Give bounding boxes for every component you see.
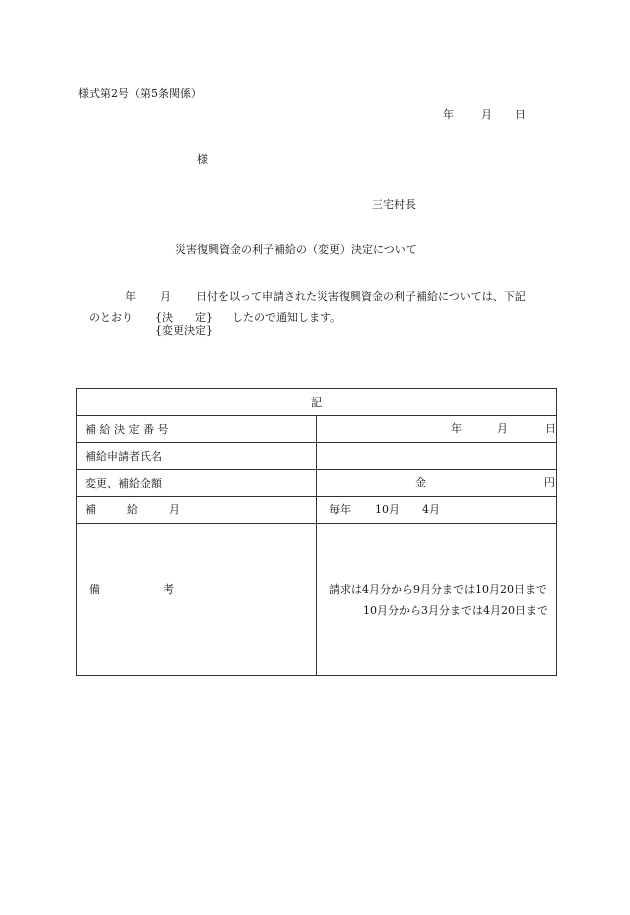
record-table bbox=[76, 388, 557, 676]
applicant-name-label bbox=[77, 443, 317, 470]
table-row-remarks bbox=[77, 524, 557, 676]
grant-number-value bbox=[317, 416, 557, 443]
header-year-label: 年 bbox=[443, 108, 454, 121]
grant-day-label: 日 bbox=[545, 422, 556, 435]
header-month-label: 月 bbox=[481, 108, 492, 121]
amount-label bbox=[77, 470, 317, 497]
remarks-line1: 請求は4月分から9月分までは10月20日まで bbox=[329, 583, 547, 596]
every-year-text: 毎年 bbox=[329, 503, 351, 516]
body-text-line1: 日付を以って申請された災害復興資金の利子補給については、下記 bbox=[196, 290, 526, 303]
grant-month-label: 月 bbox=[497, 422, 508, 435]
record-heading bbox=[77, 389, 557, 416]
remarks-line2: 10月分から3月分までは4月20日まで bbox=[363, 604, 548, 617]
remarks-value bbox=[317, 524, 557, 676]
remarks-label-char2: 考 bbox=[163, 583, 174, 596]
grant-month-label-char2: 給 bbox=[127, 503, 138, 516]
decision-option: {決 定} bbox=[155, 311, 213, 324]
body-text-line2b: したので通知します。 bbox=[232, 311, 342, 324]
record-heading-text: 記 bbox=[311, 395, 322, 409]
grant-number-label bbox=[77, 416, 317, 443]
form-number: 様式第2号（第5条関係） bbox=[78, 87, 202, 100]
table-row-amount bbox=[77, 470, 557, 497]
applicant-name-label-text: 補給申請者氏名 bbox=[85, 449, 162, 463]
body-month-label: 月 bbox=[160, 290, 171, 303]
document-title: 災害復興資金の利子補給の（変更）決定について bbox=[175, 243, 417, 256]
issuer-name: 三宅村長 bbox=[372, 198, 416, 211]
amount-label-text: 変更、補給金額 bbox=[85, 476, 162, 490]
header-day-label: 日 bbox=[515, 108, 526, 121]
remarks-label-char1: 備 bbox=[89, 583, 100, 596]
grant-year-label: 年 bbox=[451, 422, 462, 435]
table-row-grant-number bbox=[77, 416, 557, 443]
addressee-suffix: 様 bbox=[197, 153, 208, 166]
april-text: 4月 bbox=[422, 503, 440, 516]
grant-month-row-label bbox=[77, 497, 317, 524]
october-text: 10月 bbox=[375, 503, 400, 516]
remarks-label bbox=[77, 524, 317, 676]
body-year-label: 年 bbox=[125, 290, 136, 303]
amount-yen-label: 円 bbox=[544, 476, 555, 489]
change-decision-option: {変更決定} bbox=[155, 324, 213, 337]
amount-kin-label: 金 bbox=[415, 476, 426, 489]
grant-month-label-char3: 月 bbox=[169, 503, 180, 516]
table-row-grant-month bbox=[77, 497, 557, 524]
table-row-applicant-name bbox=[77, 443, 557, 470]
grant-month-value bbox=[317, 497, 557, 524]
grant-month-label-char1: 補 bbox=[85, 503, 96, 516]
amount-value bbox=[317, 470, 557, 497]
grant-number-label-text: 補 給 決 定 番 号 bbox=[85, 422, 169, 436]
body-text-line2a: のとおり bbox=[89, 311, 133, 324]
applicant-name-value bbox=[317, 443, 557, 470]
